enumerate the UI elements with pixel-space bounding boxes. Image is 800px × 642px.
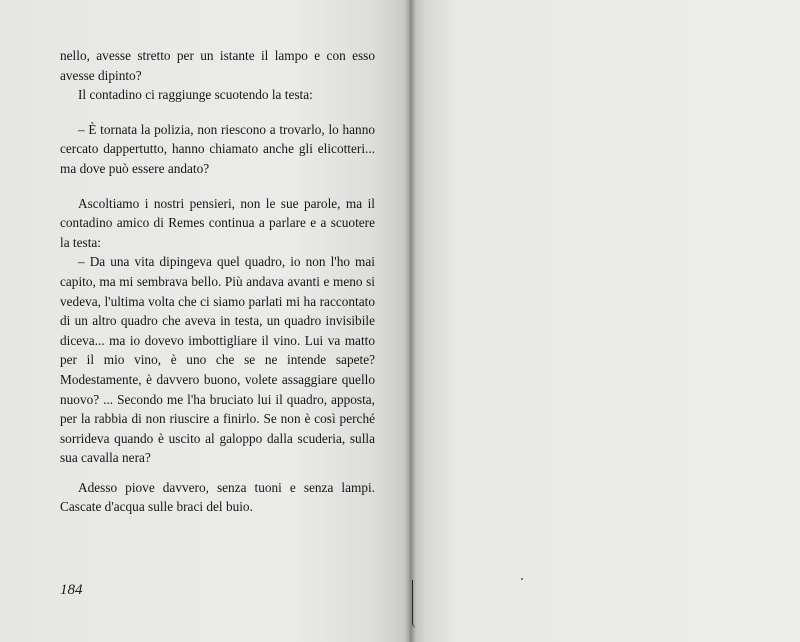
paper-speck: [521, 578, 523, 580]
paragraph-3: – È tornata la polizia, non riescono a trovarlo, lo hanno cercato dappertutto, hanno chiamato anche gli elicotteri... ma dove può essere andato?: [60, 121, 375, 176]
paragraph-1: nello, avesse stretto per un istante il lampo e con esso avesse dipinto?: [60, 48, 375, 83]
book-gutter: [404, 0, 416, 642]
page-number: 184: [60, 582, 83, 598]
paragraph-6: Adesso piove davvero, senza tuoni e senza lampi. Cascate d'acqua sulle braci del buio.: [60, 479, 375, 515]
body-text: [60, 46, 375, 517]
gutter-crease-mark: [412, 580, 417, 628]
paragraph-2: Il contadino ci raggiunge scuotendo la testa:: [78, 87, 313, 103]
right-page-blank: [410, 0, 800, 642]
paragraph-4: Ascoltiamo i nostri pensieri, non le sue parole, ma il contadino amico di Remes continua a parlare e a scuotere la testa:: [60, 195, 375, 250]
paragraph-5: – Da una vita dipingeva quel quadro, io non l'ho mai capito, ma mi sembrava bello. Più andava avanti e meno si vedeva, l'ultima volta che ci siamo parlati mi ha raccontato di un altro quadro che aveva in testa, un quadro invisibile diceva... ma io dovevo imbottigliare il vino. Lui va matto per il mio vino, è uno che se ne intende sapete? Modestamente, è davvero buono, volete assaggiare quello nuovo? ... Secondo me l'ha bruciato lui il quadro, apposta, per la rabbia di non riuscire a finirlo. Se non è così perché sorrideva quando è uscito al galoppo dalla scuderia, sulla sua cavalla nera?: [60, 254, 375, 466]
